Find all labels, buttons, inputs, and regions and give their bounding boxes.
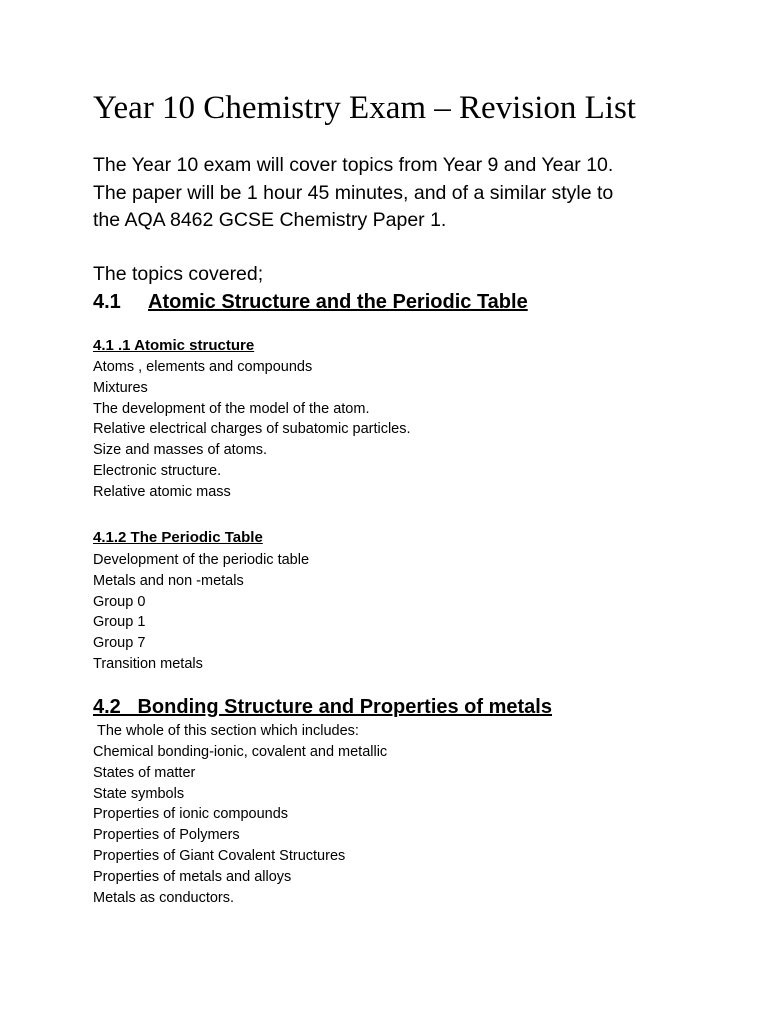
list-item: Electronic structure. — [93, 462, 222, 479]
list-item: States of matter — [93, 764, 196, 781]
list-item: Metals as conductors. — [93, 889, 235, 906]
list-item: Group 7 — [93, 635, 146, 652]
atomic-structure-list — [93, 357, 411, 503]
sub-heading-4-1-2: 4.1.2 The Periodic Table — [93, 529, 263, 546]
sub-heading-4-1-1: 4.1 .1 Atomic structure — [93, 337, 255, 354]
list-item: The development of the model of the atom. — [93, 400, 370, 417]
list-item: Group 0 — [93, 593, 146, 610]
list-item: State symbols — [93, 785, 185, 802]
document-title: Year 10 Chemistry Exam – Revision List — [93, 90, 636, 126]
bonding-list — [93, 742, 387, 908]
list-item: Relative atomic mass — [93, 483, 231, 500]
section-title: Atomic Structure and the Periodic Table — [148, 291, 528, 313]
intro-line: The Year 10 exam will cover topics from Year 9 and Year 10. — [93, 154, 614, 176]
list-item: Properties of Giant Covalent Structures — [93, 847, 346, 864]
intro-line: the AQA 8462 GCSE Chemistry Paper 1. — [93, 209, 447, 231]
section-heading-4-2: 4.2 Bonding Structure and Properties of metals — [93, 696, 552, 718]
list-item: Mixtures — [93, 379, 148, 396]
list-item: Transition metals — [93, 655, 203, 672]
intro-line: The paper will be 1 hour 45 minutes, and of a similar style to — [93, 181, 614, 204]
list-item: Development of the periodic table — [93, 552, 310, 568]
section-heading-4-1 — [93, 289, 528, 315]
list-item: Size and masses of atoms. — [93, 442, 268, 459]
list-item: Properties of metals and alloys — [93, 868, 292, 885]
section-lead: The whole of this section which includes: — [97, 723, 359, 739]
periodic-table-list — [93, 550, 309, 675]
list-item: Relative electrical charges of subatomic particles. — [93, 421, 411, 438]
list-item: Atoms , elements and compounds — [93, 359, 313, 375]
list-item: Metals and non -metals — [93, 572, 244, 589]
list-item: Group 1 — [93, 614, 146, 631]
list-item: Chemical bonding-ionic, covalent and metallic — [93, 744, 388, 760]
intro-paragraph — [93, 152, 693, 235]
topics-label: The topics covered; — [93, 263, 264, 285]
list-item: Properties of ionic compounds — [93, 806, 289, 823]
section-number: 4.1 — [93, 291, 121, 313]
list-item: Properties of Polymers — [93, 827, 240, 844]
